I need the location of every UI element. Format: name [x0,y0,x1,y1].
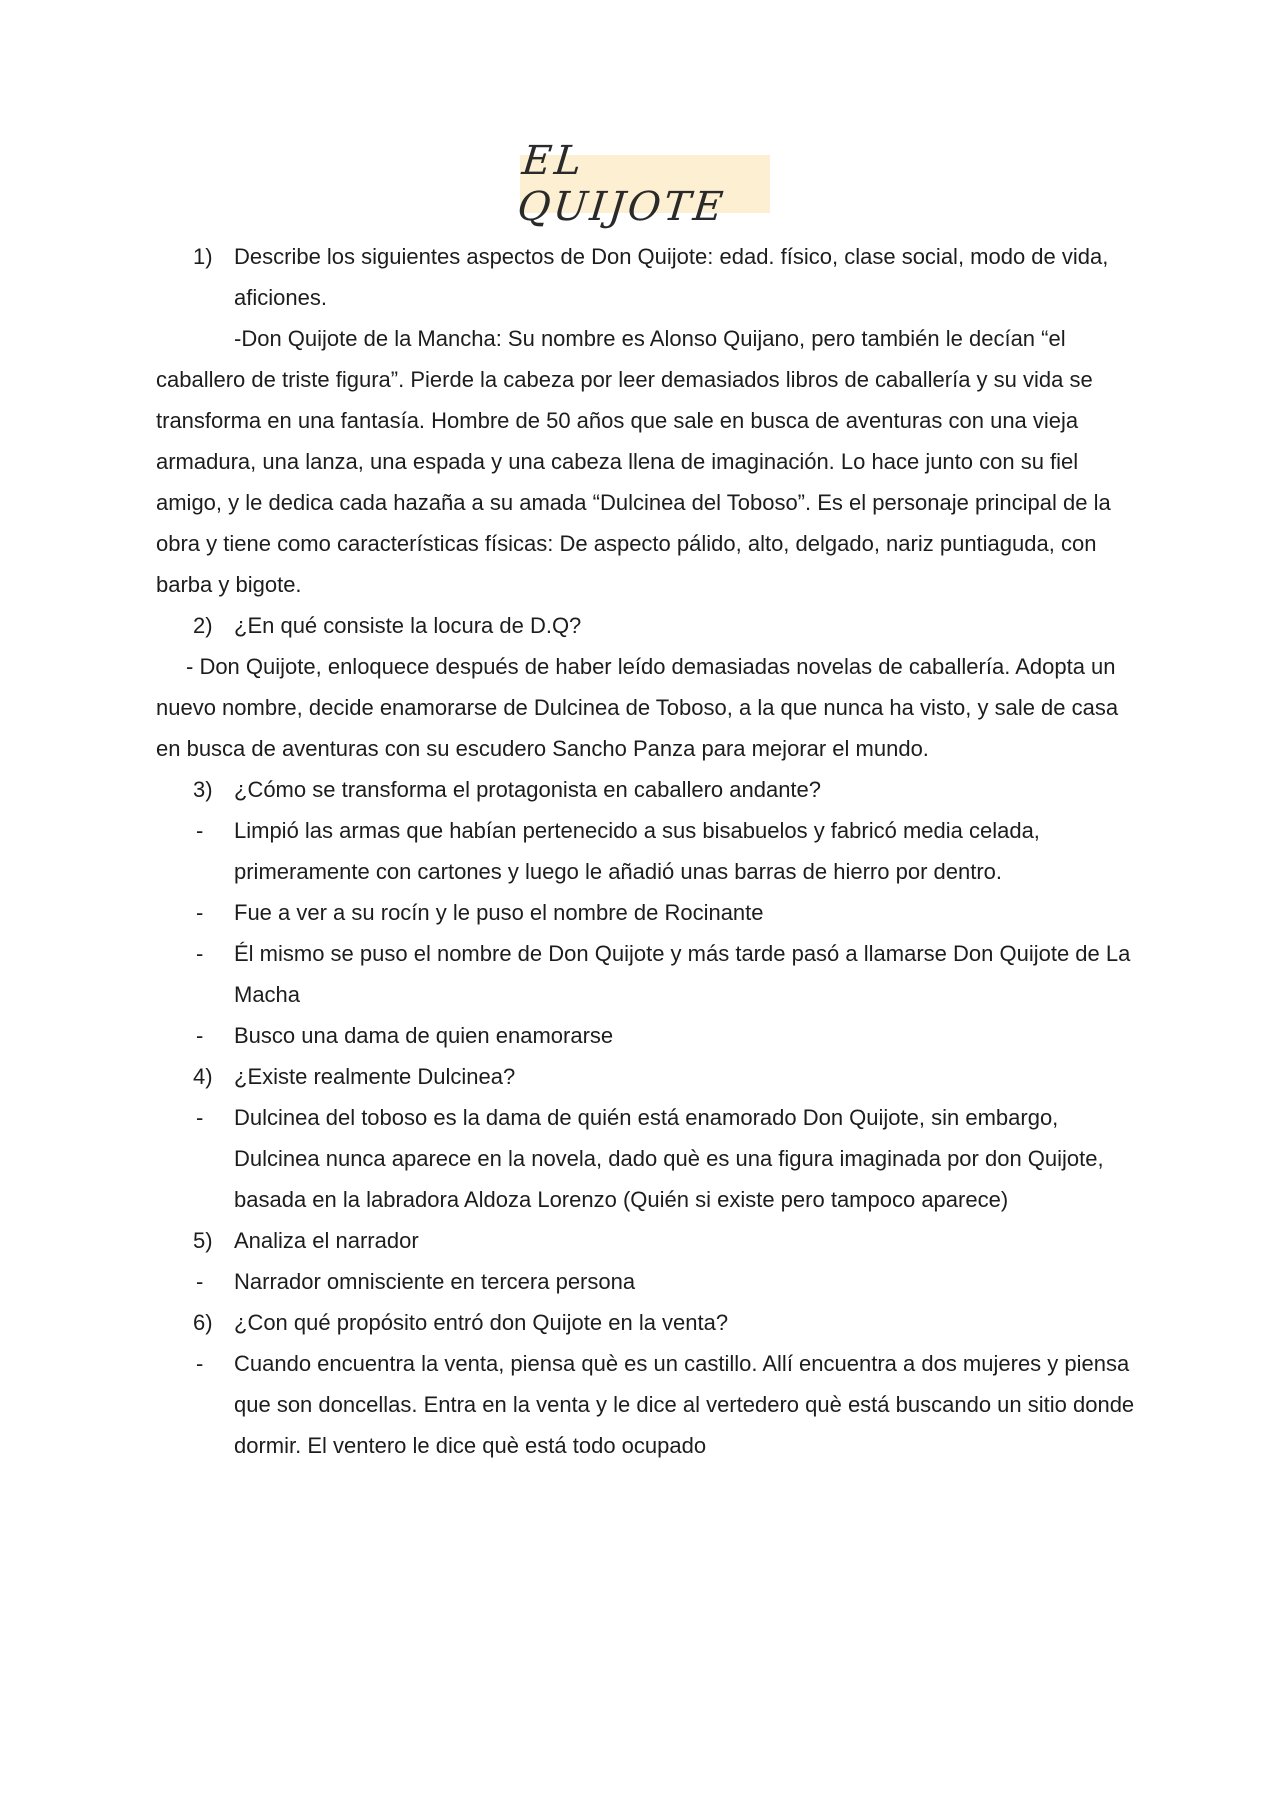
question-number: 5) [193,1228,213,1253]
bullet-text: Fue a ver a su rocín y le puso el nombre de Rocinante [234,900,764,925]
answer-2: - Don Quijote, enloquece después de haber leído demasiadas novelas de caballería. Adopta un nuevo nombre, decide enamorarse de Dulcinea de Toboso, a la que nunca ha visto, y sale de casa en busca de aventuras con su escudero Sancho Panza para mejorar el mundo. [156,654,1119,761]
bullet-dash: - [196,818,204,843]
bullet-dash: - [196,1023,204,1048]
bullet-dash: - [196,1269,204,1294]
question-6 [156,1302,1136,1343]
answer-1: -Don Quijote de la Mancha: Su nombre es Alonso Quijano, pero también le decían “el caballero de triste figura”. Pierde la cabeza por leer demasiados libros de caballería y su vida se transforma en una fantasía. Hombre de 50 años que sale en busca de aventuras con una vieja armadura, una lanza, una espada y una cabeza llena de imaginación. Lo hace junto con su fiel amigo, y le dedica cada hazaña a su amada “Dulcinea del Toboso”. Es el personaje principal de la obra y tiene como características físicas: De aspecto pálido, alto, delgado, nariz puntiaguda, con barba y bigote. [156,326,1111,597]
page-title: EL QUIJOTE [515,138,729,230]
question-number: 1) [193,244,213,269]
question-text: ¿Existe realmente Dulcinea? [234,1064,516,1089]
question-number: 2) [193,613,213,638]
question-4 [156,1056,1136,1097]
bullet-text: Dulcinea del toboso es la dama de quién está enamorado Don Quijote, sin embargo, Dulcinea nunca aparece en la novela, dado què es una figura imaginada por don Quijote, basada en la labradora Aldoza Lorenzo (Quién si existe pero tampoco aparece) [234,1105,1104,1212]
question-text: ¿Con qué propósito entró don Quijote en la venta? [234,1310,729,1335]
bullet-dash: - [196,941,204,966]
question-text: ¿Cómo se transforma el protagonista en caballero andante? [234,777,822,802]
bullet-item [156,810,1136,892]
question-3 [156,769,1136,810]
bullet-dash: - [196,900,204,925]
question-number: 4) [193,1064,213,1089]
bullet-dash: - [196,1351,204,1376]
question-number: 3) [193,777,213,802]
bullet-item [156,1261,1136,1302]
bullet-text: Limpió las armas que habían pertenecido a sus bisabuelos y fabricó media celada, primeramente con cartones y luego le añadió unas barras de hierro por dentro. [234,818,1040,884]
question-number: 6) [193,1310,213,1335]
bullet-item [156,892,1136,933]
bullet-item [156,1343,1136,1466]
bullet-item [156,1015,1136,1056]
question-1 [156,236,1136,318]
bullet-dash: - [196,1105,204,1130]
title-highlight [515,138,770,230]
document-body [156,236,1136,1466]
question-5 [156,1220,1136,1261]
bullet-item [156,1097,1136,1220]
bullet-item [156,933,1136,1015]
bullet-text: Él mismo se puso el nombre de Don Quijote y más tarde pasó a llamarse Don Quijote de La Macha [234,941,1131,1007]
question-text: ¿En qué consiste la locura de D.Q? [234,613,582,638]
bullet-text: Busco una dama de quien enamorarse [234,1023,614,1048]
question-text: Describe los siguientes aspectos de Don Quijote: edad. físico, clase social, modo de vida, aficiones. [234,244,1109,310]
bullet-text: Cuando encuentra la venta, piensa què es un castillo. Allí encuentra a dos mujeres y piensa que son doncellas. Entra en la venta y le dice al vertedero què está buscando un sitio donde dormir. El ventero le dice què está todo ocupado [234,1351,1135,1458]
question-2 [156,605,1136,646]
question-text: Analiza el narrador [234,1228,419,1253]
bullet-text: Narrador omnisciente en tercera persona [234,1269,636,1294]
